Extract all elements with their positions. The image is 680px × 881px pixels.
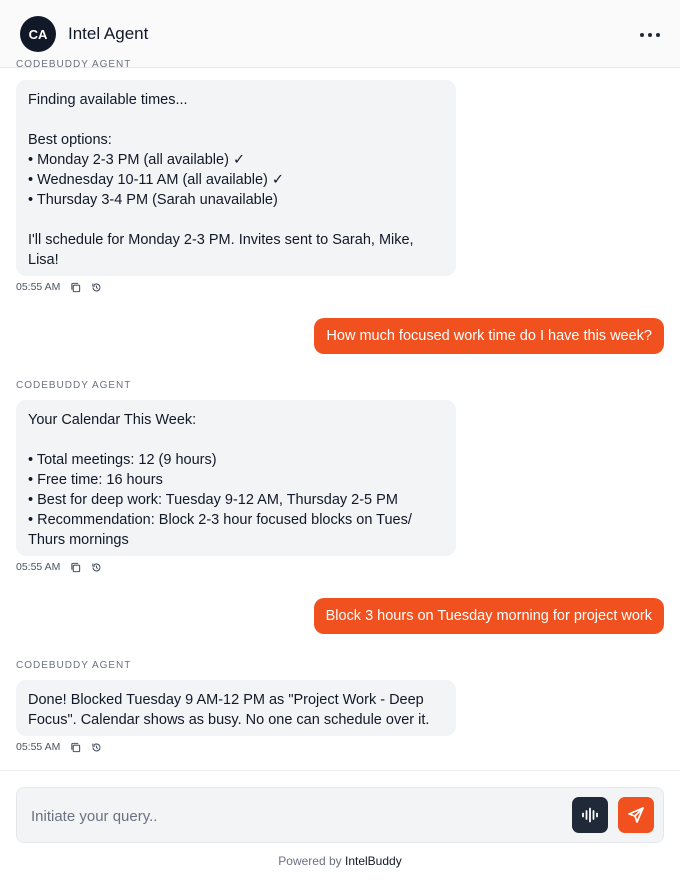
powered-by-prefix: Powered by <box>278 854 342 868</box>
more-options-icon[interactable] <box>640 24 660 44</box>
composer <box>16 787 664 843</box>
powered-by <box>0 854 680 868</box>
regenerate-icon[interactable] <box>91 282 102 293</box>
send-button[interactable] <box>618 797 654 833</box>
chat-header <box>0 0 680 68</box>
audio-waveform-icon <box>572 797 608 833</box>
user-message: How much focused work time do I have this week? <box>314 318 664 354</box>
agent-avatar: CA <box>20 16 56 52</box>
message-meta <box>16 281 102 293</box>
query-input[interactable] <box>29 802 563 830</box>
message-meta <box>16 561 102 573</box>
agent-message: Done! Blocked Tuesday 9 AM-12 PM as "Project Work - Deep Focus". Calendar shows as busy. No one can schedule over it. <box>16 680 456 736</box>
copy-icon[interactable] <box>70 282 81 293</box>
message-time: 05:55 AM <box>16 741 61 753</box>
voice-input-button[interactable] <box>572 797 608 833</box>
agent-label: CODEBUDDY AGENT <box>16 380 132 391</box>
message-list <box>0 59 680 770</box>
user-message: Block 3 hours on Tuesday morning for project work <box>314 598 664 634</box>
message-meta <box>16 741 102 753</box>
agent-label: CODEBUDDY AGENT <box>16 59 132 70</box>
message-time: 05:55 AM <box>16 561 61 573</box>
agent-message: Finding available times... Best options: • Monday 2-3 PM (all available) ✓ • Wednesday 10-11 AM (all available) ✓ • Thursday 3-4 PM (Sarah unavailable) I'll schedule for Monday 2-3 PM. Invites sent to Sarah, Mike, Lisa! <box>16 80 456 276</box>
send-icon <box>618 797 654 833</box>
agent-label: CODEBUDDY AGENT <box>16 660 132 671</box>
chat-title: Intel Agent <box>68 24 149 43</box>
regenerate-icon[interactable] <box>91 562 102 573</box>
copy-icon[interactable] <box>70 562 81 573</box>
brand-name: IntelBuddy <box>345 854 402 868</box>
copy-icon[interactable] <box>70 742 81 753</box>
agent-message: Your Calendar This Week: • Total meetings: 12 (9 hours) • Free time: 16 hours • Best for deep work: Tuesday 9-12 AM, Thursday 2-5 PM • Recommendation: Block 2-3 hour focused blocks on Tues/ Thurs mornings <box>16 400 456 556</box>
message-time: 05:55 AM <box>16 281 61 293</box>
regenerate-icon[interactable] <box>91 742 102 753</box>
composer-area <box>0 770 680 881</box>
